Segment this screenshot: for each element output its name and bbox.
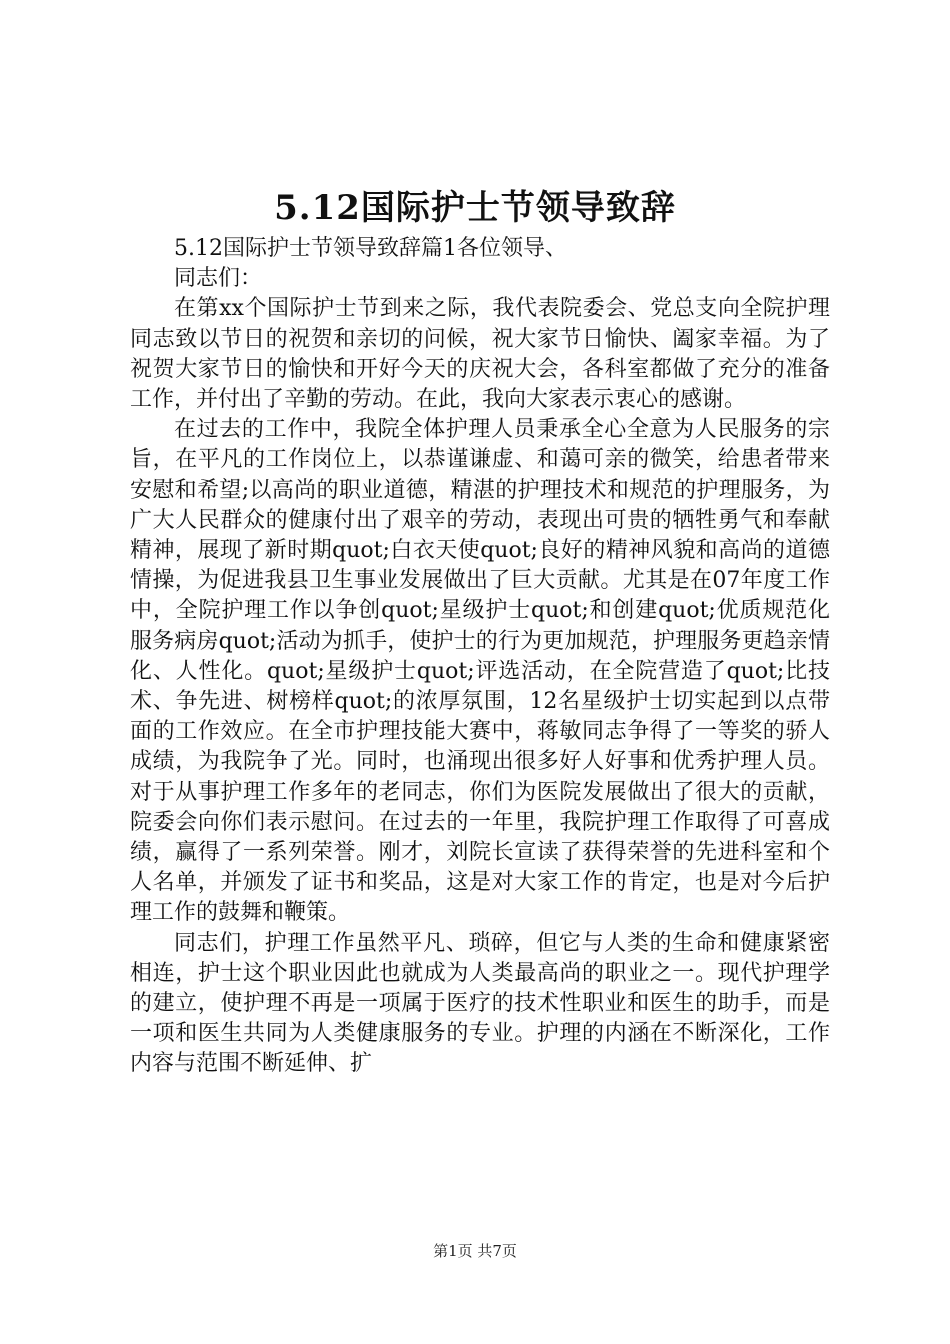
paragraph-nursing-profession: 同志们，护理工作虽然平凡、琐碎，但它与人类的生命和健康紧密相连，护士这个职业因此也就成为人类最高尚的职业之一。现代护理学的建立，使护理不再是一项属于医疗的技术性职业和医生的助手，而是一项和医生共同为人类健康服务的专业。护理的内涵在不断深化，工作内容与范围不断延伸、扩 bbox=[130, 930, 830, 1077]
paragraph-salutation: 同志们： bbox=[174, 266, 263, 292]
document-body bbox=[130, 234, 830, 1080]
document-title: 5.12国际护士节领导致辞 bbox=[274, 188, 676, 228]
paragraph-greeting: 在第xx个国际护士节到来之际，我代表院委会、党总支向全院护理同志致以节日的祝贺和亲切的问候，祝大家节日愉快、阖家幸福。为了祝贺大家节日的愉快和开好今天的庆祝大会，各科室都做了充分的准备工作，并付出了辛勤的劳动。在此，我向大家表示衷心的感谢。 bbox=[130, 296, 830, 413]
page-footer: 第1页 共7页 bbox=[433, 1242, 517, 1260]
paragraph-intro: 5.12国际护士节领导致辞篇1各位领导、 bbox=[174, 236, 567, 261]
paragraph-achievements: 在过去的工作中，我院全体护理人员秉承全心全意为人民服务的宗旨，在平凡的工作岗位上，以恭谨谦虚、和蔼可亲的微笑，给患者带来安慰和希望;以高尚的职业道德，精湛的护理技术和规范的护理服务，为广大人民群众的健康付出了艰辛的劳动，表现出可贵的牺牲勇气和奉献精神，展现了新时期quot;白衣天使quot;良好的精神风貌和高尚的道德情操，为促进我县卫生事业发展做出了巨大贡献。尤其是在07年度工作中，全院护理工作以争创quot;星级护士quot;和创建quot;优质规范化服务病房quot;活动为抓手，使护士的行为更加规范，护理服务更趋亲情化、人性化。quot;星级护士quot;评选活动，在全院营造了quot;比技术、争先进、树榜样quot;的浓厚氛围，12名星级护士切实起到以点带面的工作效应。在全市护理技能大赛中，蒋敏同志争得了一等奖的骄人成绩，为我院争了光。同时，也涌现出很多好人好事和优秀护理人员。对于从事护理工作多年的老同志，你们为医院发展做出了很大的贡献，院委会向你们表示慰问。在过去的一年里，我院护理工作取得了可喜成绩，赢得了一系列荣誉。刚才，刘院长宣读了获得荣誉的先进科室和个人名单，并颁发了证书和奖品，这是对大家工作的肯定，也是对今后护理工作的鼓舞和鞭策。 bbox=[130, 417, 830, 926]
